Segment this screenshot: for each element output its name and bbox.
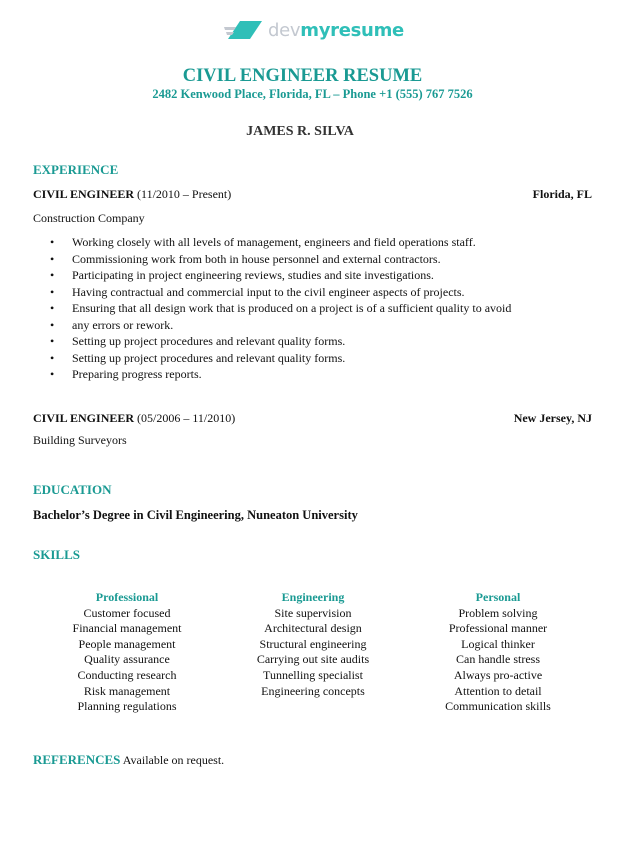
job-1-header [33,187,592,202]
skills-column-title: Personal [475,590,521,604]
contact-address: 2482 Kenwood Place, Florida, FL – Phone +1 (555) 767 7526 [152,87,473,101]
list-item: • Setting up project procedures and relevant quality forms. [33,333,511,350]
skill-item: Engineering concepts [261,683,365,698]
logo-prefix: dev [268,19,301,41]
skills-column-title: Professional [95,590,159,604]
job-2-dates: (05/2006 – 11/2010) [137,411,236,425]
skill-item: Quality assurance [84,652,170,667]
skill-item: Can handle stress [456,652,540,667]
education-degree: Bachelor’s Degree in Civil Engineering, Nuneaton University [33,508,358,522]
skill-item: Problem solving [458,605,538,620]
skills-column-personal [398,590,598,715]
skill-item: Logical thinker [461,636,535,651]
experience-heading: EXPERIENCE [33,162,119,177]
skill-item: Planning regulations [77,699,177,714]
skill-item: Site supervision [274,605,352,620]
skills-column-title: Engineering [281,590,345,604]
brand-logo [222,16,404,44]
list-item: • Ensuring that all design work that is produced on a project is of a sufficient quality to avoid [33,300,511,317]
candidate-name: JAMES R. SILVA [246,124,354,139]
skill-item: Risk management [83,683,171,698]
list-item: • Working closely with all levels of management, engineers and field operations staff. [33,234,511,251]
job-1-location: Florida, FL [532,187,592,201]
list-item: • any errors or rework. [33,317,511,334]
skill-item: Carrying out site audits [256,652,370,667]
job-1-title: CIVIL ENGINEER [33,187,135,201]
skill-item: Attention to detail [454,683,542,698]
skills-column-professional [27,590,227,715]
logo-text [268,20,404,41]
logo-check-icon [222,19,264,41]
skill-item: People management [78,636,176,651]
job-2-title-dates [33,411,235,426]
list-item: • Participating in project engineering reviews, studies and site investigations. [33,267,511,284]
skill-item: Always pro-active [453,667,543,682]
skill-item: Architectural design [264,621,362,636]
job-1-dates: (11/2010 – Present) [137,187,232,201]
job-1-company: Construction Company [33,211,145,225]
resume-title: CIVIL ENGINEER RESUME [182,66,423,86]
education-heading: EDUCATION [33,482,112,497]
skill-item: Professional manner [448,621,548,636]
job-2-location: New Jersey, NJ [513,411,592,425]
job-2-header [33,411,592,426]
logo-suffix: myresume [300,19,404,41]
skills-heading: SKILLS [33,547,80,562]
skill-item: Tunnelling specialist [263,667,363,682]
references-text: Available on request. [122,753,225,767]
skill-item: Structural engineering [259,636,367,651]
job-2-company: Building Surveyors [33,433,127,447]
list-item: • Setting up project procedures and relevant quality forms. [33,350,511,367]
job-1-responsibilities [33,234,511,383]
skill-item: Customer focused [83,605,171,620]
list-item: • Commissioning work from both in house personnel and external contractors. [33,251,511,268]
job-1-title-dates [33,187,231,202]
skills-column-engineering [213,590,413,699]
skill-item: Conducting research [77,667,177,682]
references-line [33,752,224,768]
job-2-title: CIVIL ENGINEER [33,411,135,425]
list-item: • Preparing progress reports. [33,366,511,383]
references-heading: REFERENCES [33,752,121,767]
skill-item: Communication skills [445,699,551,714]
list-item: • Having contractual and commercial input to the civil engineer aspects of projects. [33,284,511,301]
skill-item: Financial management [72,621,182,636]
